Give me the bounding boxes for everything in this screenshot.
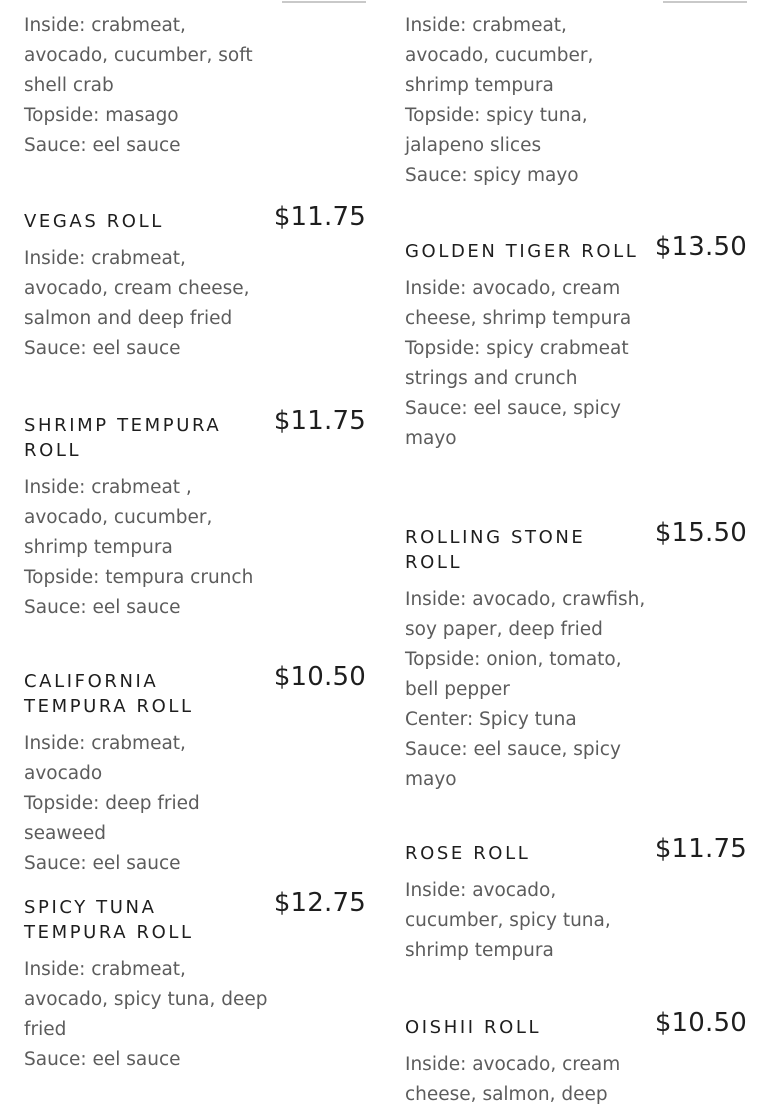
- description-line: Sauce: eel sauce: [24, 1049, 181, 1070]
- menu-item-spicy-tuna-tempura-roll: [24, 888, 366, 1075]
- menu-item-partial: [24, 11, 264, 161]
- description-line: Inside: avocado, crawfish, soy paper, deep fried: [405, 589, 646, 640]
- item-name: SHRIMP TEMPURA ROLL: [24, 415, 222, 461]
- description-line: Inside: crabmeat, avocado, spicy tuna, deep fried: [24, 959, 268, 1040]
- item-name: CALIFORNIA TEMPURA ROLL: [24, 671, 194, 717]
- description-line: Sauce: spicy mayo: [405, 165, 579, 186]
- item-description: [405, 1050, 747, 1110]
- description-line: Center: Spicy tuna: [405, 709, 577, 730]
- item-description: [405, 11, 645, 191]
- menu-item-golden-tiger-roll: [405, 232, 747, 454]
- description-line: Topside: masago: [24, 105, 179, 126]
- menu-item-vegas-roll: [24, 202, 366, 364]
- description-line: Inside: avocado, cream cheese, salmon, deep: [405, 1054, 621, 1105]
- description-line: Inside: avocado, cream cheese, shrimp tempura: [405, 278, 632, 329]
- item-description: [24, 244, 366, 364]
- menu-item-shrimp-tempura-roll: [24, 406, 366, 623]
- description-line: Topside: deep fried seaweed: [24, 793, 200, 844]
- item-price: $13.50: [654, 232, 747, 262]
- menu-item-california-tempura-roll: [24, 662, 366, 879]
- description-line: Sauce: eel sauce: [24, 853, 181, 874]
- item-name: VEGAS ROLL: [24, 211, 164, 232]
- description-line: Sauce: eel sauce, spicy mayo: [405, 739, 621, 790]
- description-line: Sauce: eel sauce: [24, 597, 181, 618]
- item-name: SPICY TUNA TEMPURA ROLL: [24, 897, 194, 943]
- item-price: $11.75: [654, 834, 747, 864]
- menu-item-oishii-roll: [405, 1008, 747, 1110]
- description-line: Sauce: eel sauce, spicy mayo: [405, 398, 621, 449]
- item-name: OISHII ROLL: [405, 1017, 542, 1038]
- menu-item-rose-roll: [405, 834, 747, 966]
- description-line: Inside: crabmeat, avocado, cucumber, soft shell crab: [24, 15, 253, 96]
- item-description: [405, 585, 747, 795]
- cropped-price-edge: [282, 0, 366, 3]
- item-price: $11.75: [273, 202, 366, 232]
- description-line: Topside: onion, tomato, bell pepper: [405, 649, 622, 700]
- item-price: $12.75: [273, 888, 366, 918]
- item-name: ROLLING STONE ROLL: [405, 527, 586, 573]
- item-description: [24, 729, 366, 879]
- menu-item-partial: [405, 11, 645, 191]
- item-price: $10.50: [273, 662, 366, 692]
- description-line: Inside: crabmeat , avocado, cucumber, shrimp tempura: [24, 477, 213, 558]
- item-description: [24, 955, 366, 1075]
- description-line: Topside: spicy crabmeat strings and crunch: [405, 338, 629, 389]
- item-price: $11.75: [273, 406, 366, 436]
- item-description: [24, 11, 264, 161]
- description-line: Inside: crabmeat, avocado, cucumber, shrimp tempura: [405, 15, 594, 96]
- item-description: [405, 876, 747, 966]
- item-description: [24, 473, 366, 623]
- item-name: GOLDEN TIGER ROLL: [405, 241, 639, 262]
- menu-item-rolling-stone-roll: [405, 518, 747, 795]
- description-line: Topside: spicy tuna, jalapeno slices: [405, 105, 588, 156]
- cropped-price-edge: [663, 0, 747, 3]
- description-line: Inside: crabmeat, avocado, cream cheese, salmon and deep fried: [24, 248, 250, 329]
- item-description: [405, 274, 747, 454]
- item-price: $15.50: [654, 518, 747, 548]
- description-line: Sauce: eel sauce: [24, 135, 181, 156]
- item-price: $10.50: [654, 1008, 747, 1038]
- description-line: Inside: avocado, cucumber, spicy tuna, shrimp tempura: [405, 880, 611, 961]
- description-line: Sauce: eel sauce: [24, 338, 181, 359]
- description-line: Topside: tempura crunch: [24, 567, 254, 588]
- description-line: Inside: crabmeat, avocado: [24, 733, 186, 784]
- item-name: ROSE ROLL: [405, 843, 531, 864]
